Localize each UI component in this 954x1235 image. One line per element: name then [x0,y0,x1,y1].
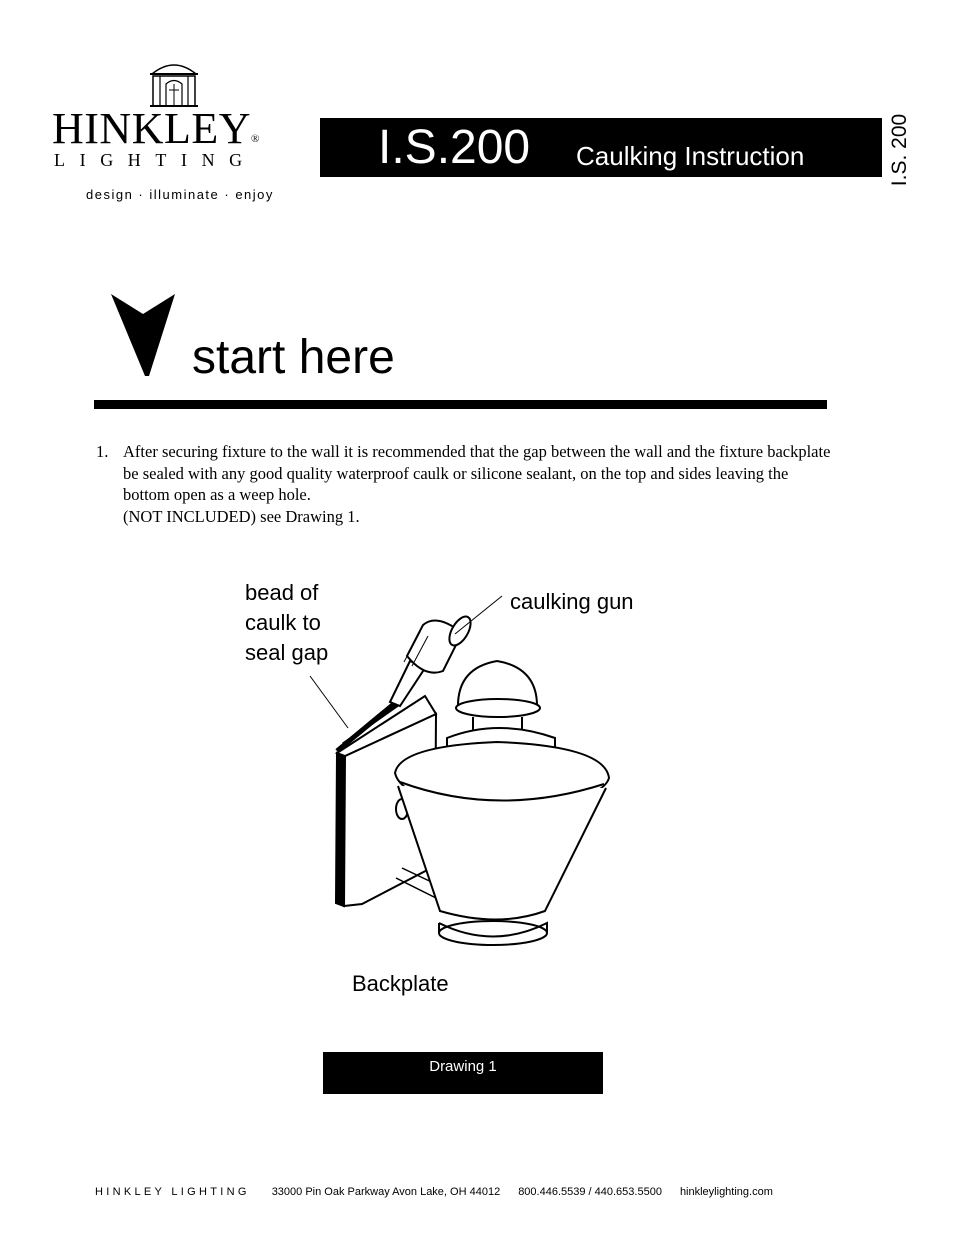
brand-subtitle: LIGHTING [54,150,257,170]
footer [95,1185,773,1199]
logo-building-icon [148,60,200,108]
footer-website[interactable]: hinkleylighting.com [679,1186,773,1198]
side-doc-code: I.S. 200 [888,113,911,187]
drawing-caption-text: Drawing 1 [429,1058,497,1075]
footer-address: 33000 Pin Oak Parkway Avon Lake, OH 44012 [271,1186,501,1198]
drawing-caption [323,1052,603,1094]
step-body [123,441,836,527]
label-backplate: Backplate [352,971,449,996]
title-bar [320,118,882,177]
doc-code: I.S.200 [378,121,531,174]
start-here-heading: start here [192,331,395,384]
footer-phone: 800.446.5539 / 440.653.5500 [518,1186,662,1198]
step-text: After securing fixture to the wall it is recommended that the gap between the wall and the fixture backplate be sealed with any good quality waterproof caulk or silicone sealant, on the top and sides leaving the bottom open as a weep hole. [123,442,831,504]
start-arrow-icon [109,292,177,378]
brand-name-text: HINKLEY [52,104,252,153]
doc-title: Caulking Instruction [576,141,805,171]
step-number: 1. [96,442,109,461]
footer-brand: HINKLEY LIGHTING [95,1186,250,1198]
divider-rule [94,400,827,409]
brand-name [52,104,260,154]
step-note: (NOT INCLUDED) see Drawing 1. [123,506,360,526]
registered-mark: ® [251,133,260,145]
label-caulking-gun: caulking gun [510,589,634,614]
brand-tagline: design · illuminate · enjoy [86,187,274,202]
label-bead-of-caulk: bead of caulk to seal gap [245,580,329,665]
